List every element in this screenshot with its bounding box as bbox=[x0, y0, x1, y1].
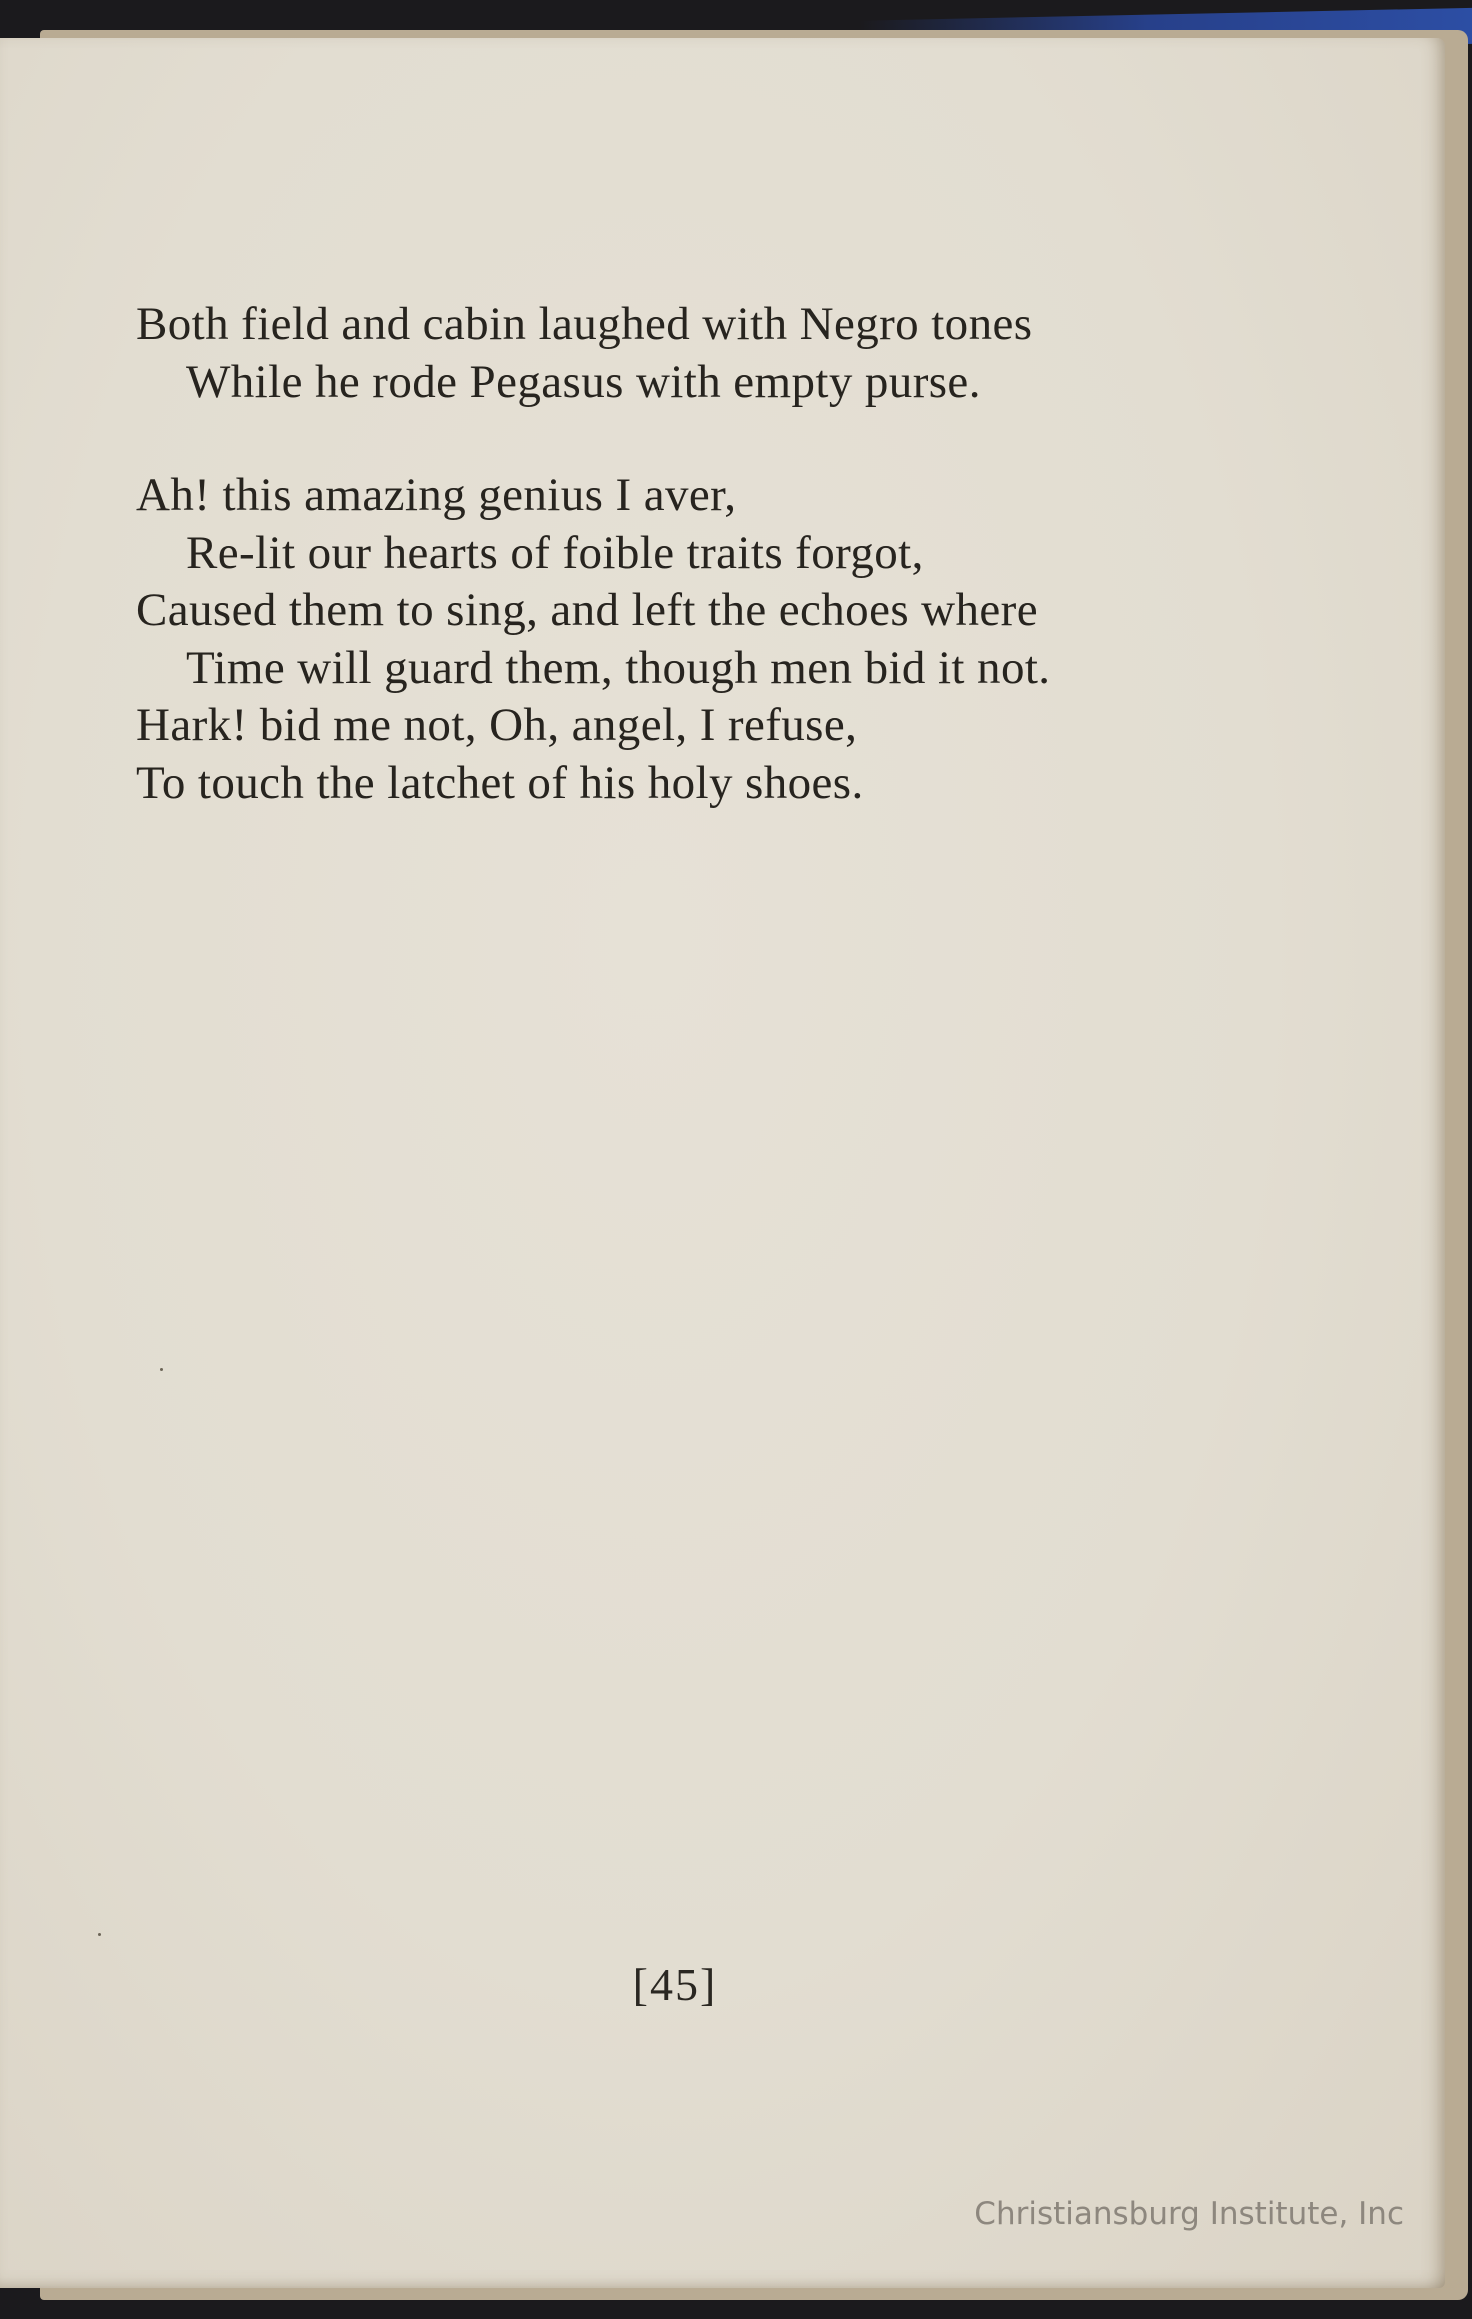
poem-line: Both field and cabin laughed with Negro tones bbox=[136, 298, 1033, 350]
page-number: [45] bbox=[632, 1959, 718, 2010]
poem-line: Time will guard them, though men bid it not. bbox=[186, 641, 1051, 694]
stanza-1 bbox=[136, 296, 1336, 411]
stanza-2 bbox=[136, 467, 1336, 812]
poem-line: To touch the latchet of his holy shoes. bbox=[136, 756, 864, 809]
stanza-break bbox=[136, 411, 1336, 467]
poem-line: While he rode Pegasus with empty purse. bbox=[186, 355, 981, 408]
poem-line: Re-lit our hearts of foible traits forgot, bbox=[186, 526, 924, 579]
poem-line: Hark! bid me not, Oh, angel, I refuse, bbox=[136, 699, 858, 751]
poem-line: Ah! this amazing genius I aver, bbox=[136, 469, 737, 521]
poem-line: Caused them to sing, and left the echoes where bbox=[136, 584, 1038, 636]
watermark: Christiansburg Institute, Inc bbox=[974, 2196, 1404, 2232]
poem-text bbox=[136, 296, 1336, 812]
paper-speck bbox=[160, 1368, 163, 1371]
paper-speck bbox=[98, 1933, 101, 1936]
book-page bbox=[0, 38, 1445, 2288]
